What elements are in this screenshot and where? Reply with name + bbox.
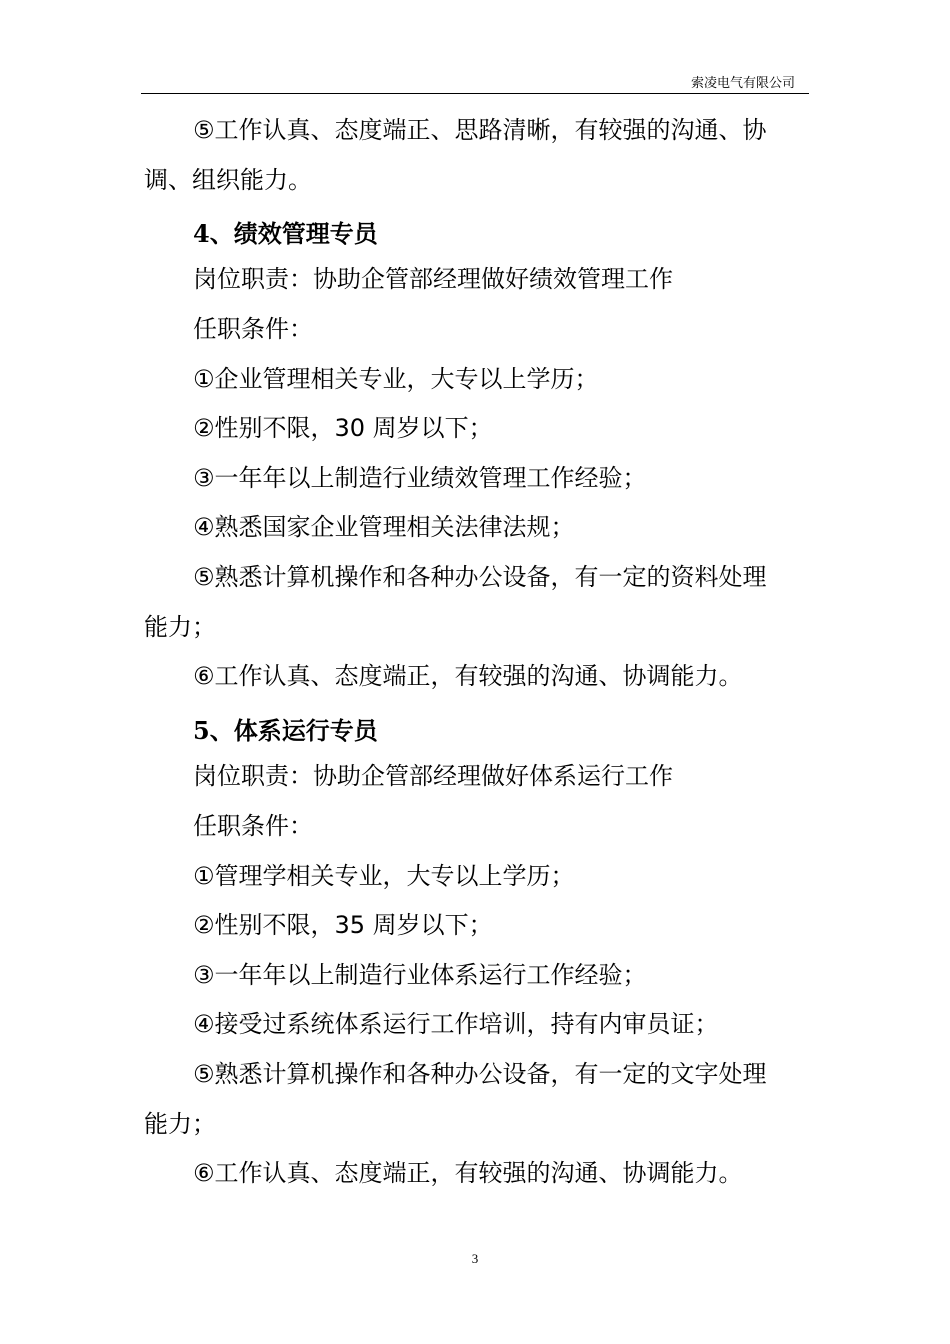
- text-line: ①企业管理相关专业，大专以上学历；: [193, 365, 599, 393]
- header-rule: [141, 93, 809, 94]
- page-number: 3: [471, 1251, 479, 1266]
- text-line: ③一年年以上制造行业绩效管理工作经验；: [193, 464, 647, 492]
- text-line: 能力；: [144, 1110, 216, 1138]
- text-line: ③一年年以上制造行业体系运行工作经验；: [193, 961, 647, 989]
- text-line: 调、组织能力。: [144, 166, 312, 194]
- text-line: 岗位职责：协助企管部经理做好体系运行工作: [193, 762, 673, 790]
- text-line: 任职条件：: [193, 812, 313, 840]
- text-line: ①管理学相关专业，大专以上学历；: [193, 862, 575, 890]
- text-line: ④接受过系统体系运行工作培训，持有内审员证；: [193, 1010, 719, 1038]
- company-name: 索凌电气有限公司: [690, 76, 795, 91]
- text-line: ④熟悉国家企业管理相关法律法规；: [193, 513, 575, 541]
- text-line: 任职条件：: [193, 315, 313, 343]
- text-line: ⑥工作认真、态度端正，有较强的沟通、协调能力。: [193, 662, 743, 690]
- section-heading-4: 4、绩效管理专员: [193, 219, 378, 248]
- text-line: ⑤熟悉计算机操作和各种办公设备，有一定的资料处理: [193, 563, 767, 591]
- text-line: ⑤工作认真、态度端正、思路清晰，有较强的沟通、协: [193, 116, 767, 144]
- text-line: ②性别不限，35 周岁以下；: [193, 911, 493, 939]
- text-line: ②性别不限，30 周岁以下；: [193, 414, 493, 442]
- text-line: 岗位职责：协助企管部经理做好绩效管理工作: [193, 265, 673, 293]
- text-line: ⑥工作认真、态度端正，有较强的沟通、协调能力。: [193, 1159, 743, 1187]
- text-line: ⑤熟悉计算机操作和各种办公设备，有一定的文字处理: [193, 1060, 767, 1088]
- section-heading-5: 5、体系运行专员: [193, 716, 378, 745]
- text-line: 能力；: [144, 613, 216, 641]
- page-header: [141, 76, 809, 92]
